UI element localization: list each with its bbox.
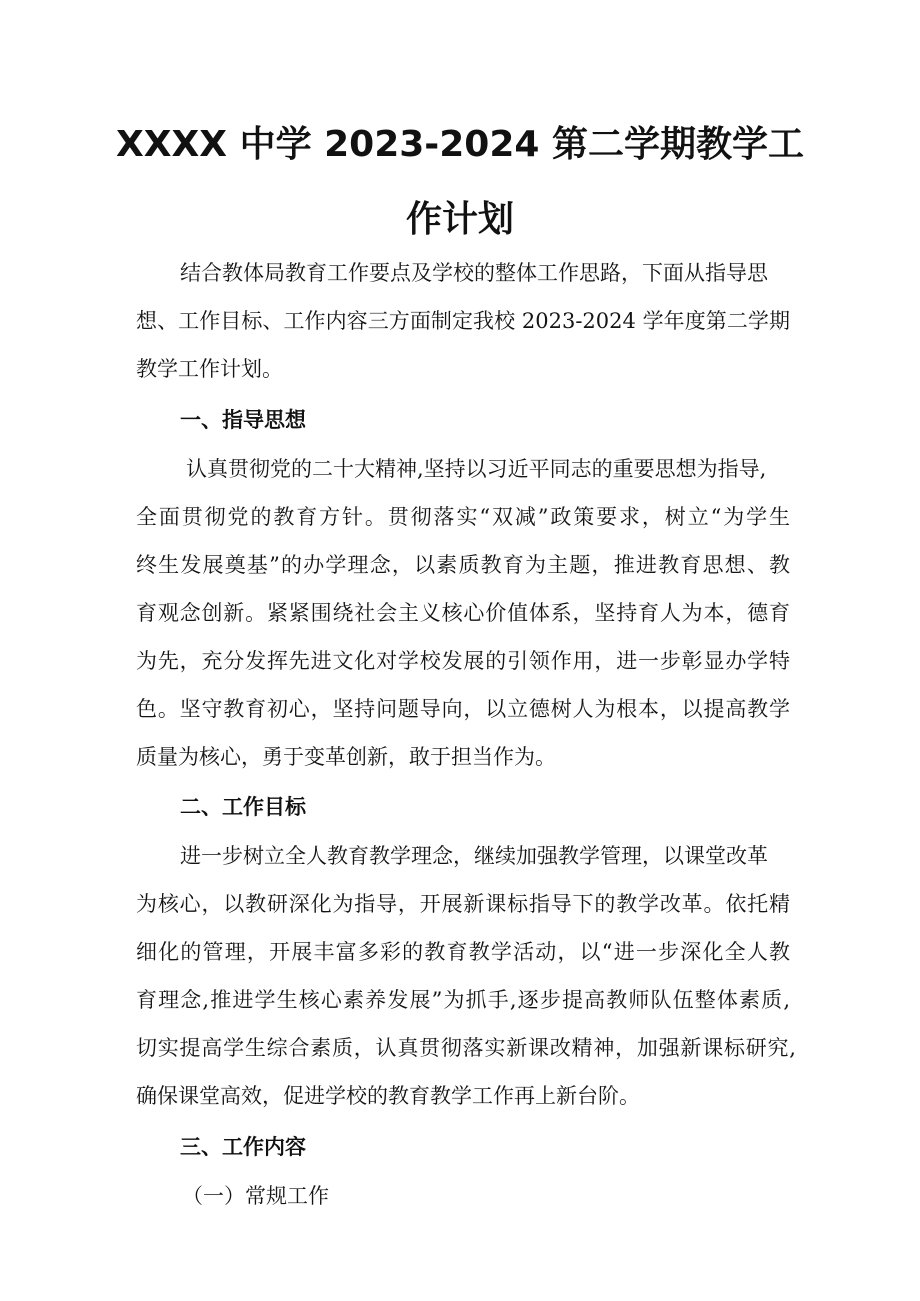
section2-line-6: 确保课堂高效，促进学校的教育教学工作再上新台阶。	[136, 1084, 640, 1108]
section-heading-guiding-ideology: 一、指导思想	[180, 408, 306, 432]
subsection-heading-routine-work: （一）常规工作	[182, 1184, 329, 1208]
section-heading-work-content: 三、工作内容	[180, 1135, 306, 1159]
section2-line-4: 育理念,推进学生核心素养发展”为抓手,逐步提高教师队伍整体素质,	[136, 988, 790, 1012]
section1-line-4: 育观念创新。紧紧围绕社会主义核心价值体系，坚持育人为本，德育	[136, 601, 790, 625]
intro-line-3: 教学工作计划。	[136, 357, 283, 381]
section2-line-3: 细化的管理，开展丰富多彩的教育教学活动，以“进一步深化全人教	[136, 940, 790, 964]
intro-line-1: 结合教体局教育工作要点及学校的整体工作思路，下面从指导思	[180, 261, 768, 285]
section2-line-2: 为核心，以教研深化为指导，开展新课标指导下的教学改革。依托精	[136, 892, 790, 916]
section1-line-6: 色。坚守教育初心，坚持问题导向，以立德树人为根本，以提高教学	[136, 697, 790, 721]
document-title-line-2: 作计划	[405, 199, 514, 240]
section2-line-5: 切实提高学生综合素质，认真贯彻落实新课改精神，加强新课标研究,	[136, 1036, 796, 1060]
section1-line-3: 终生发展奠基”的办学理念，以素质教育为主题，推进教育思想、教	[136, 553, 790, 577]
section1-line-1: 认真贯彻党的二十大精神,坚持以习近平同志的重要思想为指导,	[186, 457, 767, 481]
section1-line-2: 全面贯彻党的教育方针。贯彻落实“双减”政策要求，树立“为学生	[136, 505, 790, 529]
section-heading-work-goals: 二、工作目标	[180, 795, 306, 819]
document-title-line-1: XXXX 中学 2023-2024 第二学期教学工	[116, 124, 804, 165]
section1-line-5: 为先，充分发挥先进文化对学校发展的引领作用，进一步彰显办学特	[136, 649, 790, 673]
intro-line-2: 想、工作目标、工作内容三方面制定我校 2023-2024 学年度第二学期	[136, 309, 790, 333]
section1-line-7: 质量为核心，勇于变革创新，敢于担当作为。	[136, 745, 556, 769]
section2-line-1: 进一步树立全人教育教学理念，继续加强教学管理，以课堂改革	[180, 844, 768, 868]
